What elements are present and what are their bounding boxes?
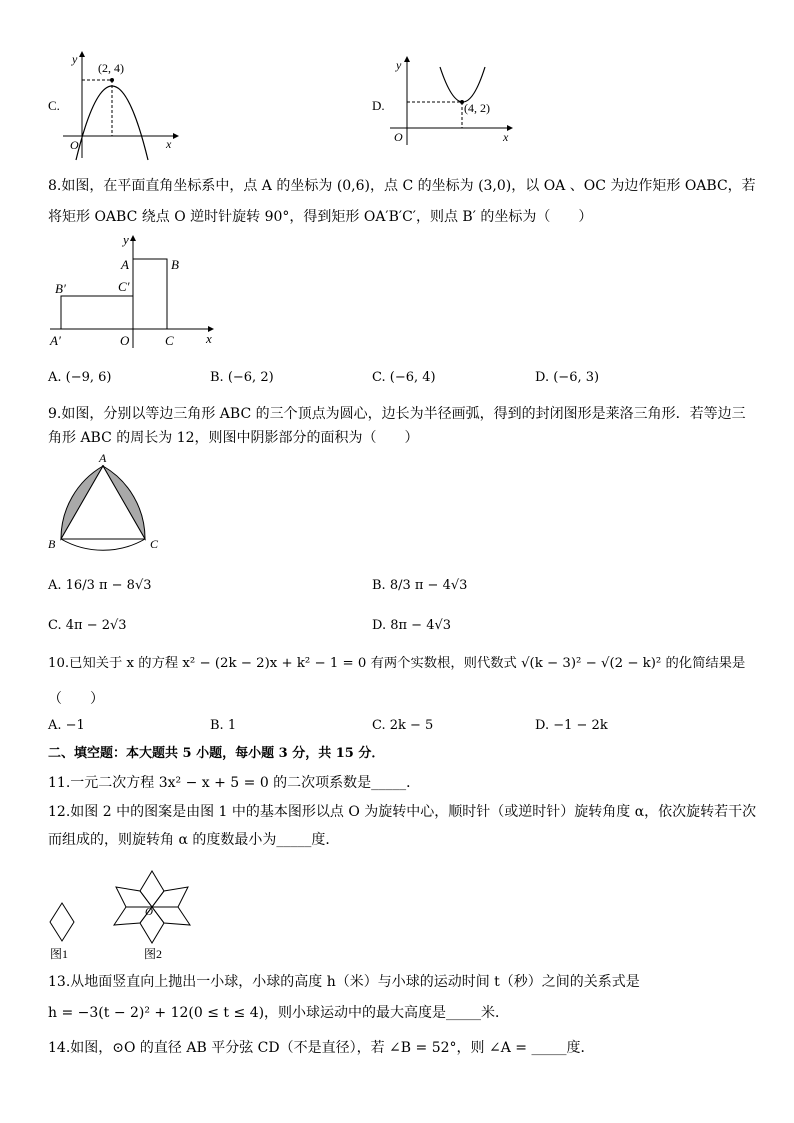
q8-text-line1: 8.如图，在平面直角坐标系中，点 A 的坐标为 (0,6)，点 C 的坐标为 (3,0)，以 OA 、OC 为边作矩形 OABC，若 xyxy=(48,178,756,194)
y-axis-label: y xyxy=(123,232,129,247)
option-c-label: C. xyxy=(48,98,60,113)
q9-option-c[interactable]: C. 4π − 2√3 xyxy=(48,618,127,633)
q9-text-line2: 角形 ABC 的周长为 12，则图中阴影部分的面积为（ ） xyxy=(48,430,419,446)
q11-text: 11.一元二次方程 3x² − x + 5 = 0 的二次项系数是_____． xyxy=(48,775,421,791)
section-heading: 二、填空题：本大题共 5 小题，每小题 3 分，共 15 分． xyxy=(48,746,385,761)
q13-text-line2: h = −3(t − 2)² + 12(0 ≤ t ≤ 4)，则小球运动中的最大高度是_____米． xyxy=(48,1005,510,1021)
q13-text-line1: 13.从地面竖直向上抛出一小球，小球的高度 h（米）与小球的运动时间 t（秒）之间的关系式是 xyxy=(48,974,640,990)
option-d-label: D. xyxy=(372,98,385,113)
q10-option-d[interactable]: D. −1 − 2k xyxy=(535,718,608,733)
origin-label: O xyxy=(70,138,79,152)
q8-option-b[interactable]: B. (−6, 2) xyxy=(210,370,274,385)
option-c-graph xyxy=(58,48,188,163)
q12-figures xyxy=(44,865,204,963)
fig1-label: 图1 xyxy=(50,947,69,961)
q10-option-c[interactable]: C. 2k − 5 xyxy=(372,718,434,733)
q8-text-line2: 将矩形 OABC 绕点 O 逆时针旋转 90°，得到矩形 OA′B′C′，则点 B′ 的坐标为（ ） xyxy=(48,209,593,225)
point-b-label: B xyxy=(171,257,179,272)
q8-figure xyxy=(46,230,226,352)
point-b-label: B xyxy=(48,537,56,551)
q8-option-c[interactable]: C. (−6, 4) xyxy=(372,370,436,385)
q10-text-line1: 10.已知关于 x 的方程 x² − (2k − 2)x + k² − 1 = 0 有两个实数根，则代数式 √(k − 3)² − √(2 − k)² 的化简结果是 xyxy=(48,656,746,671)
x-axis-label: x xyxy=(503,130,509,144)
point-b-prime-label: B′ xyxy=(55,281,66,296)
q10-option-a[interactable]: A. −1 xyxy=(48,718,85,733)
point-a-label: A xyxy=(121,257,129,272)
x-axis-label: x xyxy=(206,331,212,346)
q12-text-line2: 而组成的，则旋转角 α 的度数最小为_____度． xyxy=(48,832,340,848)
option-d-graph xyxy=(385,55,520,150)
q8-option-a[interactable]: A. (−9, 6) xyxy=(48,370,112,385)
y-axis-label: y xyxy=(72,52,78,66)
q9-option-a[interactable]: A. 16/3 π − 8√3 xyxy=(48,578,152,593)
origin-label: O xyxy=(120,333,130,348)
q9-option-d[interactable]: D. 8π − 4√3 xyxy=(372,618,452,633)
q9-text-line1: 9.如图，分别以等边三角形 ABC 的三个顶点为圆心，边长为半径画弧，得到的封闭图形是莱洛三角形．若等边三 xyxy=(48,406,746,422)
x-axis-label: x xyxy=(166,137,172,151)
q10-option-b[interactable]: B. 1 xyxy=(210,718,237,733)
fig2-label: 图2 xyxy=(144,947,163,961)
vertex-label: (4, 2) xyxy=(464,101,490,115)
q12-text-line1: 12.如图 2 中的图案是由图 1 中的基本图形以点 O 为旋转中心，顺时针（或逆时针）旋转角度 α，依次旋转若干次 xyxy=(48,804,757,820)
y-axis-label: y xyxy=(396,58,402,72)
q14-text: 14.如图，⊙O 的直径 AB 平分弦 CD（不是直径），若 ∠B = 52°，则 ∠A = _____度． xyxy=(48,1040,595,1056)
q8-option-d[interactable]: D. (−6, 3) xyxy=(535,370,600,385)
origin-label: O xyxy=(394,130,403,144)
q10-text-line2: （ ） xyxy=(48,691,104,707)
point-a-label: A xyxy=(99,452,107,465)
point-c-label: C xyxy=(165,333,174,348)
vertex-label: (2, 4) xyxy=(98,61,124,75)
center-o-label: O xyxy=(145,906,153,918)
point-a-prime-label: A′ xyxy=(50,333,61,348)
q9-option-b[interactable]: B. 8/3 π − 4√3 xyxy=(372,578,468,593)
q9-figure xyxy=(44,452,174,558)
point-c-prime-label: C′ xyxy=(118,279,130,294)
point-c-label: C xyxy=(150,537,159,551)
